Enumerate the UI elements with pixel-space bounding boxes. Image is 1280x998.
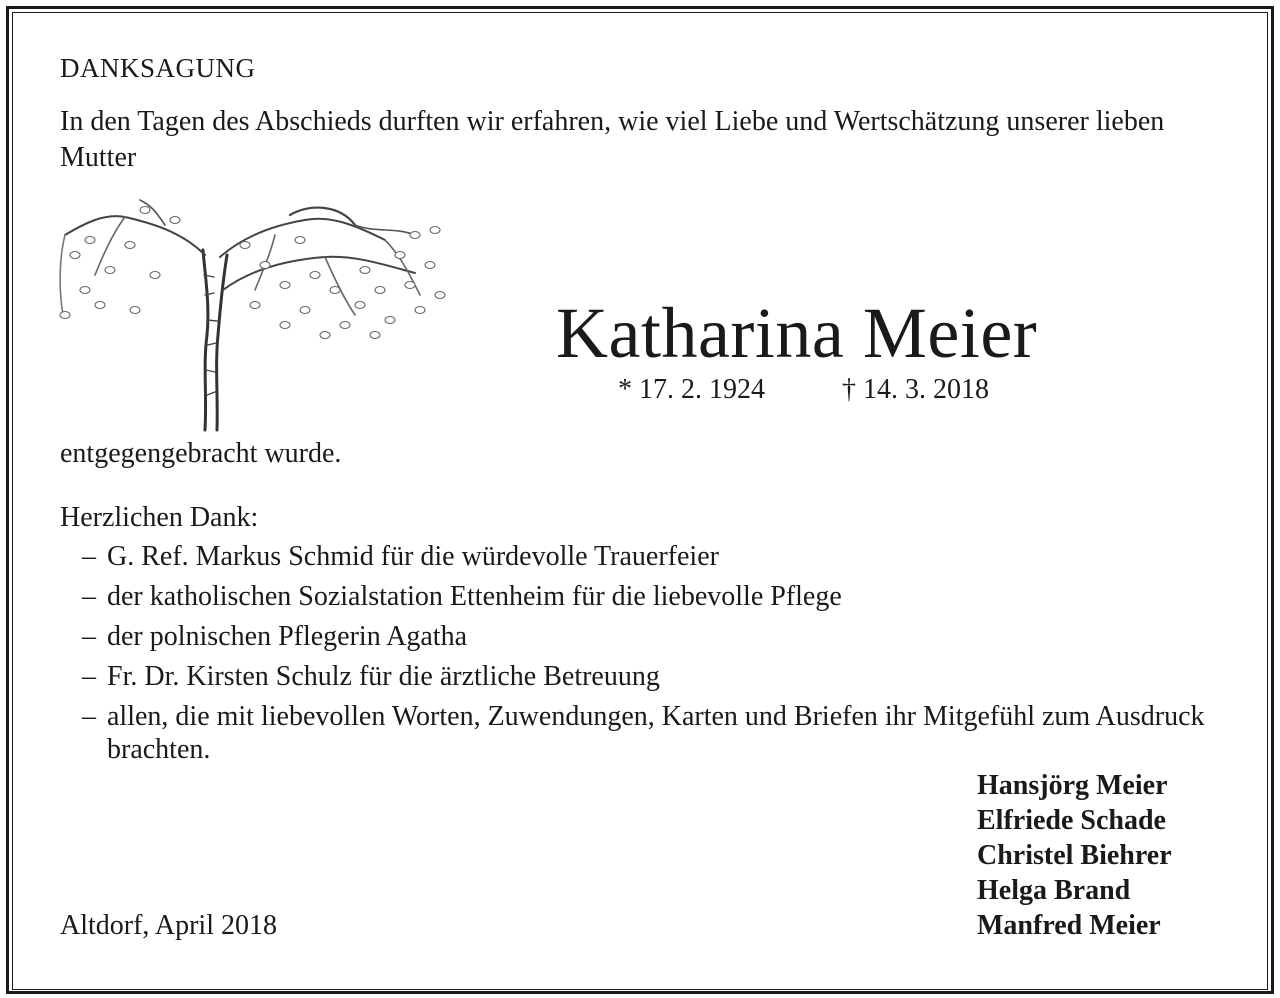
list-item-text: G. Ref. Markus Schmid für die würdevolle Trauerfeier	[107, 541, 719, 572]
death-date: † 14. 3. 2018	[842, 374, 989, 405]
signer-name: Elfriede Schade	[977, 805, 1166, 836]
list-item	[82, 580, 1207, 613]
dash-bullet: –	[82, 541, 96, 572]
dash-bullet: –	[82, 661, 96, 692]
dash-bullet: –	[82, 701, 96, 732]
list-item-text: allen, die mit liebevollen Worten, Zuwendungen, Karten und Briefen ihr Mitgefühl zum Ausdruck brachten.	[107, 701, 1205, 765]
dash-bullet: –	[82, 581, 96, 612]
intro-continuation: entgegengebracht wurde.	[60, 438, 342, 469]
deceased-name: Katharina Meier	[556, 293, 1038, 373]
birch-tree-illustration	[55, 195, 450, 435]
signer-name: Helga Brand	[977, 875, 1131, 906]
dash-bullet: –	[82, 621, 96, 652]
list-item	[82, 700, 1207, 766]
intro-text: In den Tagen des Abschieds durften wir erfahren, wie viel Liebe und Wertschätzung unserer lieben Mutter	[60, 106, 1165, 173]
heading: DANKSAGUNG	[60, 53, 256, 83]
birth-date: * 17. 2. 1924	[618, 374, 765, 405]
signers-block	[977, 768, 1172, 943]
list-item	[82, 540, 1207, 573]
signer-name: Manfred Meier	[977, 910, 1161, 941]
signer-name: Hansjörg Meier	[977, 770, 1168, 801]
list-item-text: Fr. Dr. Kirsten Schulz für die ärztliche Betreuung	[107, 661, 660, 692]
list-item	[82, 620, 1207, 653]
list-item-text: der polnischen Pflegerin Agatha	[107, 621, 468, 652]
list-item	[82, 660, 1207, 693]
list-item-text: der katholischen Sozialstation Ettenheim für die liebevolle Pflege	[107, 581, 842, 612]
signer-name: Christel Biehrer	[977, 840, 1172, 871]
thanks-list	[82, 540, 1207, 773]
thanks-heading: Herzlichen Dank:	[60, 502, 259, 533]
place-date: Altdorf, April 2018	[60, 910, 277, 941]
